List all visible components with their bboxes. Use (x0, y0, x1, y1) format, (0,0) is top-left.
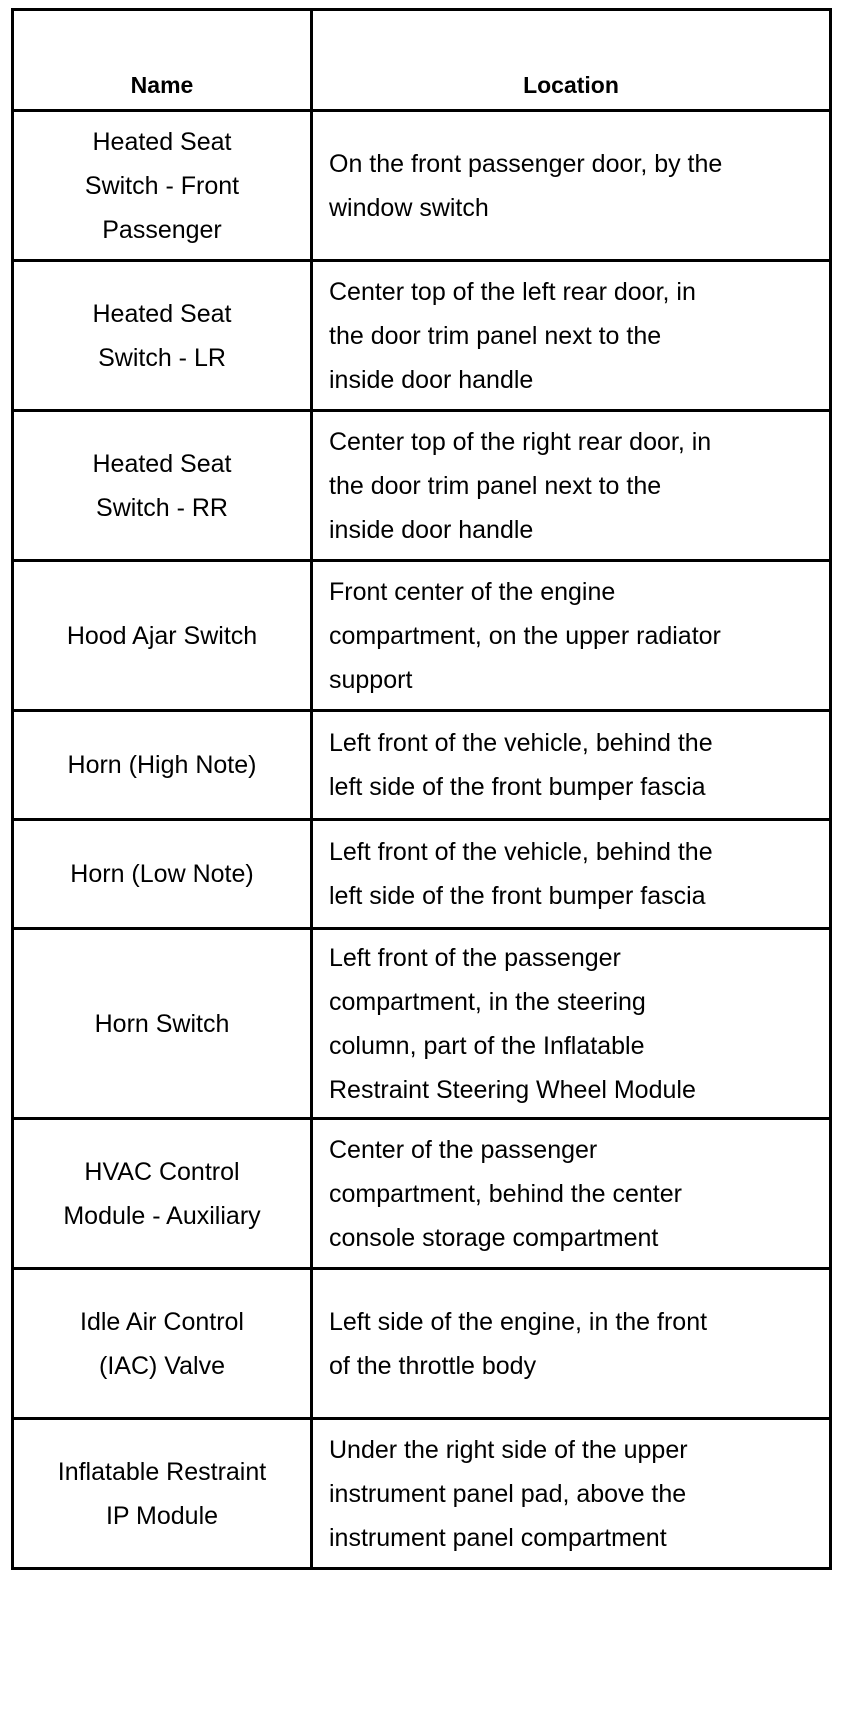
location-line: inside door handle (329, 365, 534, 394)
location-line: On the front passenger door, by the (329, 149, 723, 178)
table-row (13, 1419, 831, 1569)
location-cell (312, 561, 831, 711)
location-cell (312, 929, 831, 1119)
table-row (13, 1119, 831, 1269)
location-cell (312, 820, 831, 929)
name-line: Horn (Low Note) (70, 860, 254, 888)
name-cell (13, 1119, 312, 1269)
location-line: Restraint Steering Wheel Module (329, 1075, 696, 1104)
location-line: compartment, on the upper radiator (329, 621, 721, 650)
location-line: Left front of the passenger (329, 943, 621, 972)
name-line: Switch - Front (84, 171, 240, 200)
name-cell (13, 261, 312, 411)
name-line: Hood Ajar Switch (66, 621, 258, 650)
location-line: Left front of the vehicle, behind the (329, 838, 713, 866)
table-row (13, 561, 831, 711)
name-line: Horn Switch (94, 1009, 230, 1038)
location-line: Front center of the engine (329, 577, 616, 606)
location-cell (312, 261, 831, 411)
name-cell (13, 929, 312, 1119)
name-line: Switch - RR (96, 493, 228, 522)
column-header-name: Name (13, 10, 312, 111)
name-line: Heated Seat (92, 299, 232, 328)
name-cell (13, 561, 312, 711)
location-cell (312, 411, 831, 561)
table-row (13, 261, 831, 411)
location-line: Left front of the vehicle, behind the (329, 729, 713, 757)
location-line: left side of the front bumper fascia (329, 882, 706, 910)
location-line: the door trim panel next to the (329, 471, 662, 500)
location-line: Center of the passenger (329, 1135, 598, 1164)
name-cell (13, 1419, 312, 1569)
location-line: window switch (329, 193, 489, 222)
location-cell (312, 1269, 831, 1419)
name-line: Switch - LR (98, 343, 226, 372)
name-line: Module - Auxiliary (63, 1201, 261, 1230)
location-line: console storage compartment (329, 1223, 659, 1252)
location-line: inside door handle (329, 515, 534, 544)
location-cell (312, 111, 831, 261)
name-cell (13, 111, 312, 261)
table-row (13, 929, 831, 1119)
name-line: Horn (High Note) (67, 751, 257, 779)
name-line: Passenger (102, 215, 222, 244)
location-line: compartment, behind the center (329, 1179, 682, 1208)
table-row (13, 111, 831, 261)
location-line: Under the right side of the upper (329, 1435, 688, 1464)
location-line: instrument panel compartment (329, 1523, 667, 1552)
location-cell (312, 1419, 831, 1569)
location-line: Center top of the left rear door, in (329, 277, 696, 306)
location-line: left side of the front bumper fascia (329, 773, 706, 801)
name-line: HVAC Control (84, 1157, 240, 1186)
location-line: the door trim panel next to the (329, 321, 662, 350)
location-line: column, part of the Inflatable (329, 1031, 645, 1060)
name-cell (13, 711, 312, 820)
location-line: compartment, in the steering (329, 987, 646, 1016)
name-line: Heated Seat (92, 449, 232, 478)
table-row (13, 411, 831, 561)
location-line: Left side of the engine, in the front (329, 1307, 708, 1336)
name-line: Heated Seat (92, 127, 232, 156)
name-cell (13, 1269, 312, 1419)
table-row (13, 711, 831, 820)
name-line: Inflatable Restraint (57, 1457, 267, 1486)
component-location-table (11, 8, 832, 1570)
header-row (13, 10, 831, 111)
column-header-location: Location (312, 10, 831, 111)
name-line: IP Module (105, 1501, 219, 1530)
location-line: of the throttle body (329, 1351, 537, 1380)
location-cell (312, 711, 831, 820)
location-line: Center top of the right rear door, in (329, 427, 712, 456)
name-line: (IAC) Valve (99, 1351, 225, 1380)
name-line: Idle Air Control (80, 1307, 244, 1336)
name-cell (13, 411, 312, 561)
name-cell (13, 820, 312, 929)
location-cell (312, 1119, 831, 1269)
location-line: instrument panel pad, above the (329, 1479, 687, 1508)
location-line: support (329, 665, 413, 694)
table-row (13, 1269, 831, 1419)
table-row (13, 820, 831, 929)
